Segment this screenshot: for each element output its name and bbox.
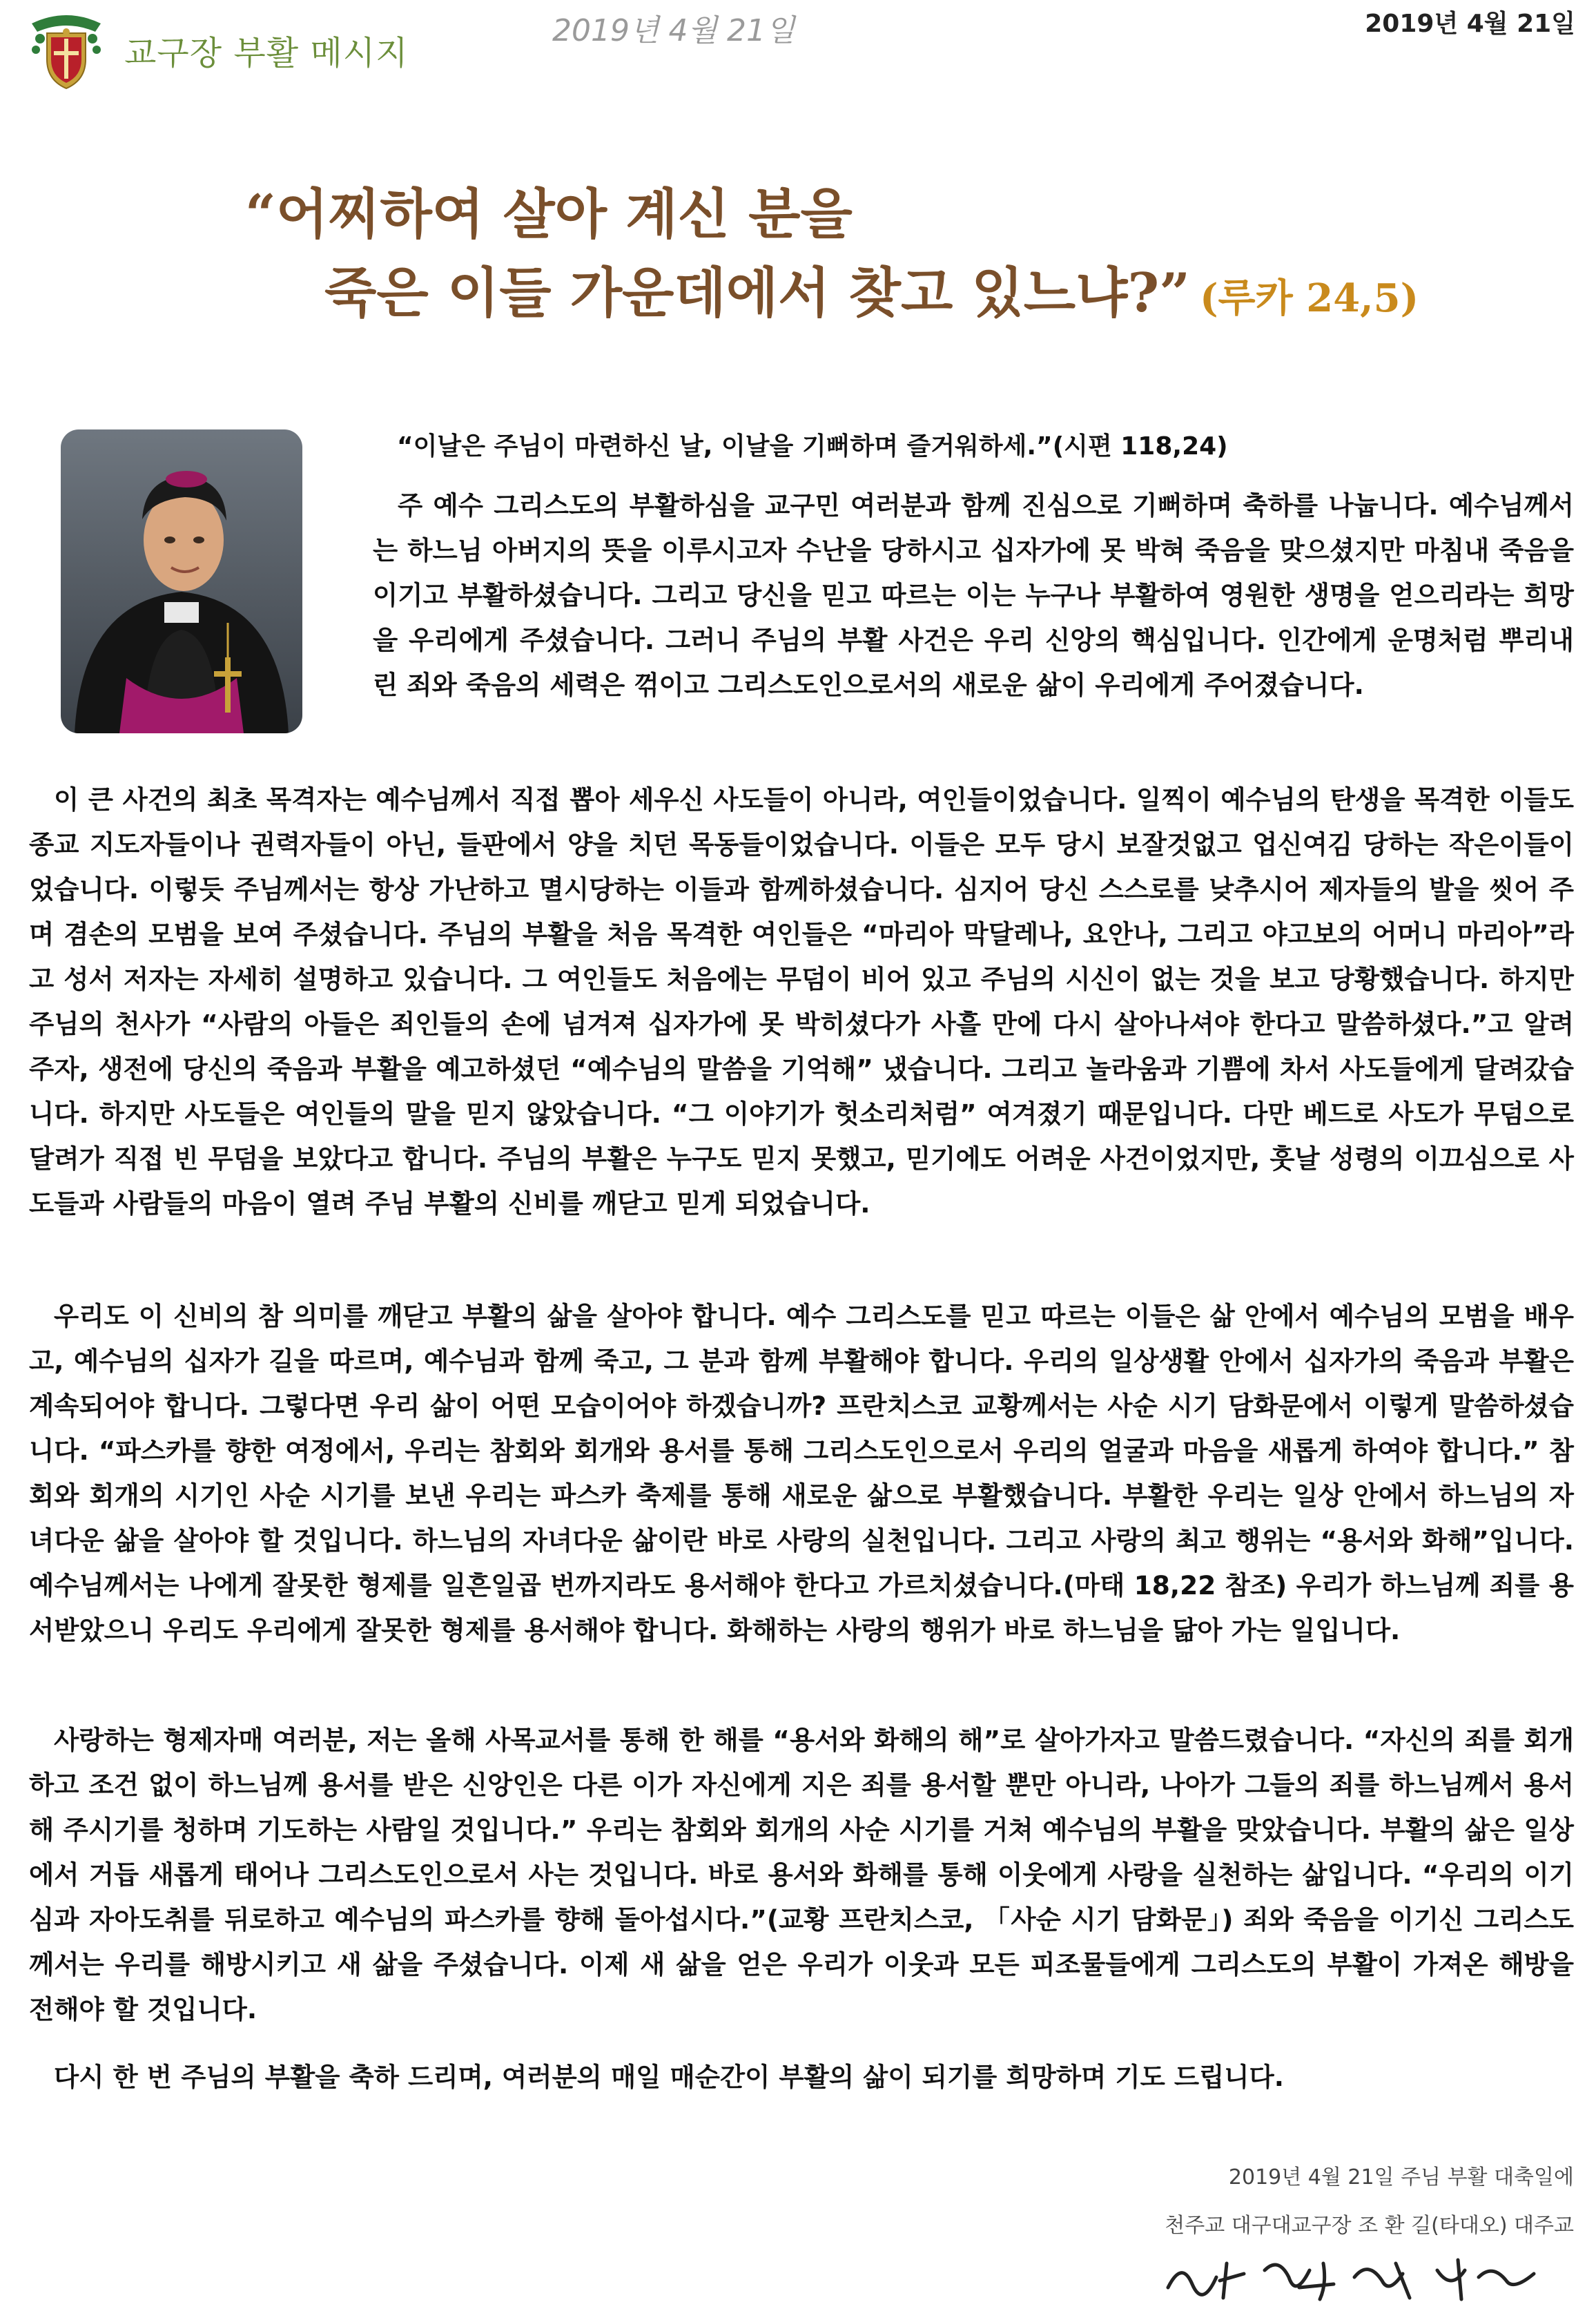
bishop-portrait-icon [61, 429, 302, 733]
body-paragraph-4: 사랑하는 형제자매 여러분, 저는 올해 사목교서를 통해 한 해를 “용서와 화해의 해”로 살아가자고 말씀드렸습니다. “자신의 죄를 회개하고 조건 없이 하느님께 용서를 받은 신앙인은 다른 이가 자신에게 지은 죄를 용서할 뿐만 아니라, 나아가 그들의 죄를 하느님께서 용서해 주시기를 청하며 기도하는 사람일 것입니다.” 우리는 참회와 회개의 사순 시기를 거쳐 예수님의 부활을 맞았습니다. 부활의 삶은 일상에서 거듭 새롭게 태어나 그리스도인으로서 사는 것입니다. 바로 용서와 화해를 통해 이웃에게 사랑을 실천하는 삶입니다. “우리의 이기심과 자아도취를 뒤로하고 예수님의 파스카를 향해 돌아섭시다.”(교황 프란치스코, 「사순 시기 담화문」) 죄와 죽음을 이기신 그리스도께서는 우리를 해방시키고 새 삶을 주셨습니다. 이제 새 삶을 얻은 우리가 이웃과 모든 피조물들에게 그리스도의 부활이 가져온 해방을 전해야 할 것입니다. [29, 1725, 1574, 2024]
archdiocese-coat-of-arms-icon [26, 11, 106, 94]
page-title-line-2 [324, 250, 1419, 327]
scripture-reference: (루카 24,5) [1200, 276, 1419, 321]
handwritten-signature-icon [1161, 2250, 1548, 2305]
closing-author: 천주교 대구대교구장 조 환 길(타대오) 대주교 [1165, 2214, 1574, 2238]
epigraph-quote: “이날은 주님이 마련하신 날, 이날을 기뻐하며 즐거워하세.”(시편 118,24) [397, 432, 1228, 461]
header-date: 2019년 4월 21일 [1365, 10, 1575, 38]
faded-date-watermark: 2019년 4월 21일 [552, 13, 795, 48]
body-paragraph-5: 다시 한 번 주님의 부활을 축하 드리며, 여러분의 매일 매순간이 부활의 삶이 되기를 희망하며 기도 드립니다. [54, 2062, 1284, 2092]
header-title: 교구장 부활 메시지 [124, 34, 409, 72]
page-title-line-1: “어찌하여 살아 계신 분을 [245, 183, 853, 246]
page-title-line-2-text: 죽은 이들 가운데에서 찾고 있느냐?” [324, 262, 1191, 325]
body-paragraph-3: 우리도 이 신비의 참 의미를 깨닫고 부활의 삶을 살아야 합니다. 예수 그리스도를 믿고 따르는 이들은 삶 안에서 예수님의 모범을 배우고, 예수님의 십자가 길을 따르며, 예수님과 함께 죽고, 그 분과 함께 부활해야 합니다. 우리의 일상생활 안에서 십자가의 죽음과 부활은 계속되어야 합니다. 그렇다면 우리 삶이 어떤 모습이어야 하겠습니까? 프란치스코 교황께서는 사순 시기 담화문에서 이렇게 말씀하셨습니다. “파스카를 향한 여정에서, 우리는 참회와 회개와 용서를 통해 그리스도인으로서 우리의 얼굴과 마음을 새롭게 하여야 합니다.” 참회와 회개의 시기인 사순 시기를 보낸 우리는 파스카 축제를 통해 새로운 삶으로 부활했습니다. 부활한 우리는 일상 안에서 하느님의 자녀다운 삶을 살아야 할 것입니다. 하느님의 자녀다운 삶이란 바로 사랑의 실천입니다. 그리고 사랑의 최고 행위는 “용서와 화해”입니다. 예수님께서는 나에게 잘못한 형제를 일흔일곱 번까지라도 용서해야 한다고 가르치셨습니다.(마태 18,22 참조) 우리가 하느님께 죄를 용서받았으니 우리도 우리에게 잘못한 형제를 용서해야 합니다. 화해하는 사랑의 행위가 바로 하느님을 닮아 가는 일입니다. [29, 1301, 1574, 1645]
body-paragraph-1: 주 예수 그리스도의 부활하심을 교구민 여러분과 함께 진심으로 기뻐하며 축하를 나눕니다. 예수님께서는 하느님 아버지의 뜻을 이루시고자 수난을 당하시고 십자가에 못 박혀 죽음을 맞으셨지만 마침내 죽음을 이기고 부활하셨습니다. 그리고 당신을 믿고 따르는 이는 누구나 부활하여 영원한 생명을 얻으리라는 희망을 우리에게 주셨습니다. 그러니 주님의 부활 사건은 우리 신앙의 핵심입니다. 인간에게 운명처럼 뿌리내린 죄와 죽음의 세력은 꺾이고 그리스도인으로서의 새로운 삶이 우리에게 주어졌습니다. [373, 490, 1574, 700]
closing-date: 2019년 4월 21일 주님 부활 대축일에 [1228, 2165, 1574, 2190]
body-paragraph-2: 이 큰 사건의 최초 목격자는 예수님께서 직접 뽑아 세우신 사도들이 아니라, 여인들이었습니다. 일찍이 예수님의 탄생을 목격한 이들도 종교 지도자들이나 권력자들이 아닌, 들판에서 양을 치던 목동들이었습니다. 이들은 모두 당시 보잘것없고 업신여김 당하는 작은이들이었습니다. 이렇듯 주님께서는 항상 가난하고 멸시당하는 이들과 함께하셨습니다. 심지어 당신 스스로를 낮추시어 제자들의 발을 씻어 주며 겸손의 모범을 보여 주셨습니다. 주님의 부활을 처음 목격한 여인들은 “마리아 막달레나, 요안나, 그리고 야고보의 어머니 마리아”라고 성서 저자는 자세히 설명하고 있습니다. 그 여인들도 처음에는 무덤이 비어 있고 주님의 시신이 없는 것을 보고 당황했습니다. 하지만 주님의 천사가 “사람의 아들은 죄인들의 손에 넘겨져 십자가에 못 박히셨다가 사흘 만에 다시 살아나셔야 한다고 말씀하셨다.”고 알려 주자, 생전에 당신의 죽음과 부활을 예고하셨던 “예수님의 말씀을 기억해” 냈습니다. 그리고 놀라움과 기쁨에 차서 사도들에게 달려갔습니다. 하지만 사도들은 여인들의 말을 믿지 않았습니다. “그 이야기가 헛소리처럼” 여겨졌기 때문입니다. 다만 베드로 사도가 무덤으로 달려가 직접 빈 무덤을 보았다고 합니다. 주님의 부활은 누구도 믿지 못했고, 믿기에도 어려운 사건이었지만, 훗날 성령의 이끄심으로 사도들과 사람들의 마음이 열려 주님 부활의 신비를 깨닫고 믿게 되었습니다. [29, 784, 1574, 1219]
